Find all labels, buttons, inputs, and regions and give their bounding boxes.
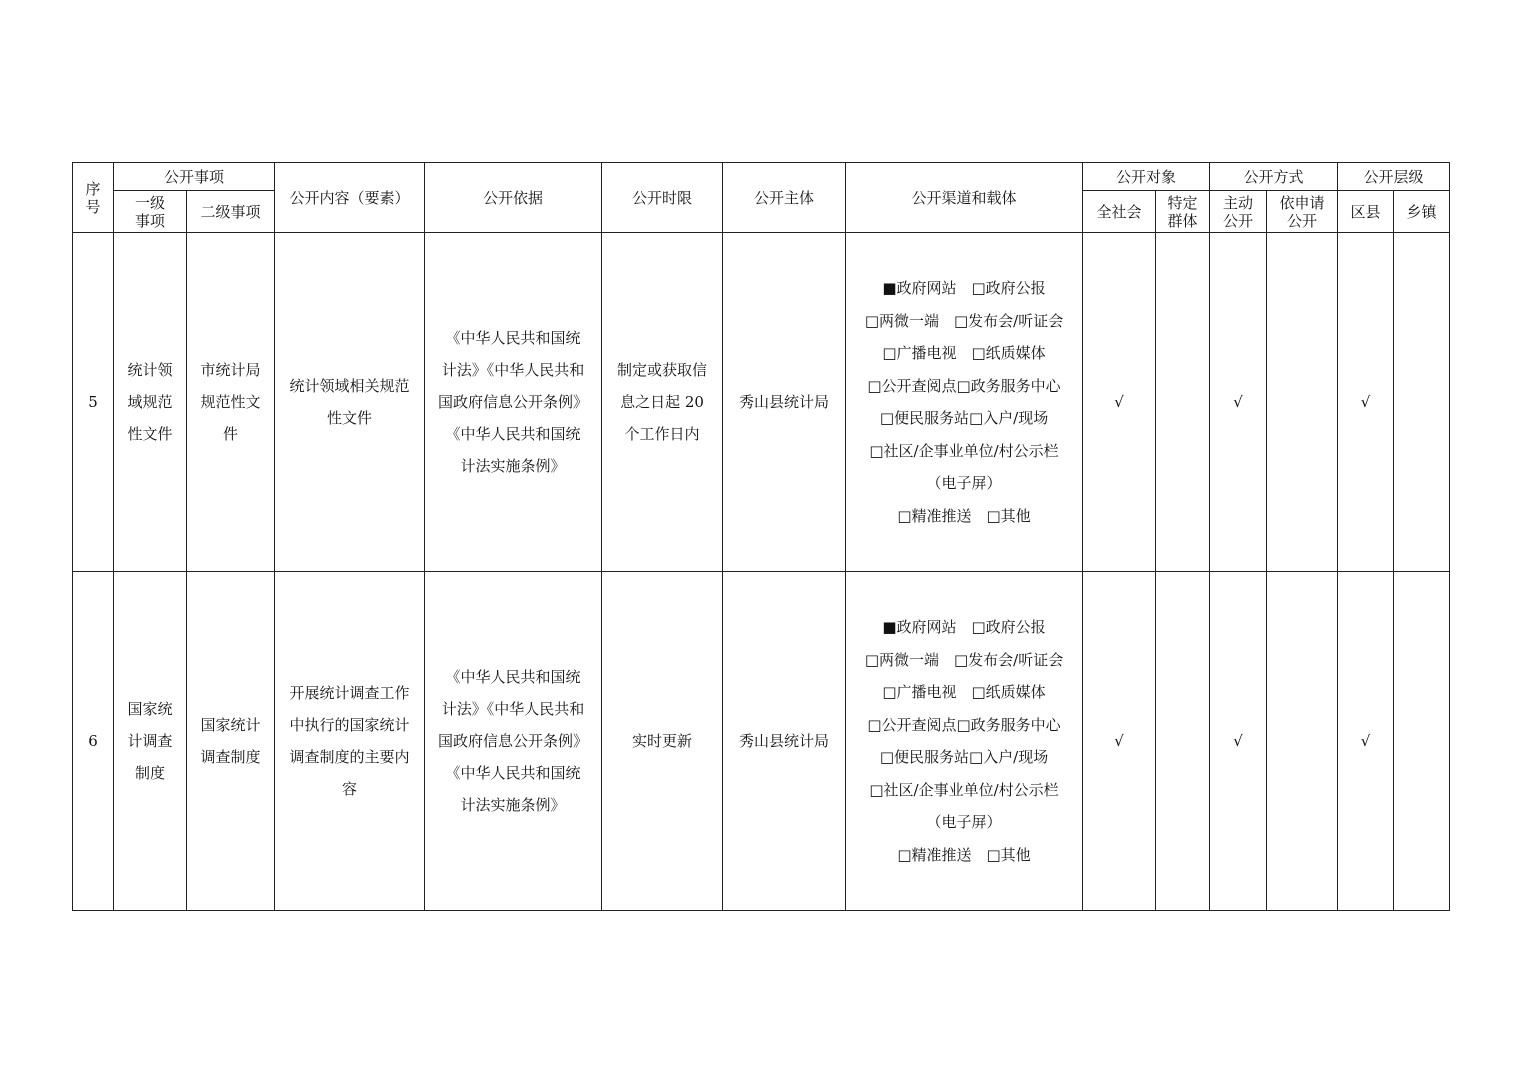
header-seq-label: 序 号 [85, 179, 101, 216]
row-time-limit [602, 233, 723, 572]
channel-option: □广播电视 □纸质媒体 [882, 344, 1046, 362]
row-subject: 秀山县统计局 [723, 572, 846, 911]
row-audience-all-check: √ [1083, 572, 1156, 911]
row-content-line: 调查制度的主要内 [289, 748, 410, 766]
row-time-limit-line: 个工作日内 [624, 425, 700, 443]
header-label: 依申请 公开 [1279, 193, 1325, 230]
header-level2: 二级事项 [187, 191, 275, 233]
header-audience-all: 全社会 [1083, 191, 1156, 233]
row-level1 [114, 572, 187, 911]
header-subject: 公开主体 [723, 163, 846, 233]
row-level1-line: 计调查 [127, 732, 173, 750]
header-audience-specific [1156, 191, 1210, 233]
row-content-line: 中执行的国家统计 [289, 716, 410, 734]
row-level2 [187, 233, 275, 572]
row-channels [846, 233, 1083, 572]
row-level1-line: 域规范 [127, 393, 173, 411]
channel-option: □社区/企事业单位/村公示栏 [869, 780, 1059, 799]
row-basis-line: 计法》《中华人民共和 [441, 361, 585, 379]
row-method-active-check: √ [1210, 572, 1267, 911]
channel-option: □两微一端 □发布会/听证会 [864, 650, 1064, 669]
disclosure-table [72, 162, 1450, 911]
row-level-town-check [1394, 233, 1450, 572]
channel-option: □精准推送 □其他 [897, 506, 1031, 525]
row-basis [425, 233, 602, 572]
row-subject: 秀山县统计局 [723, 233, 846, 572]
row-level2-line: 国家统计 [200, 716, 261, 734]
row-level-town-check [1394, 572, 1450, 911]
row-level1-line: 统计领 [127, 361, 173, 379]
row-basis-line: 《中华人民共和国统 [445, 764, 581, 782]
row-basis-line: 国政府信息公开条例》 [438, 393, 589, 411]
row-content-line: 容 [342, 780, 358, 798]
channel-option: □社区/企事业单位/村公示栏 [869, 441, 1059, 460]
row-content-line: 性文件 [327, 409, 373, 427]
row-basis-line: 国政府信息公开条例》 [438, 732, 589, 750]
row-time-limit-line: 息之日起 20 [620, 393, 704, 411]
row-seq: 5 [73, 233, 114, 572]
header-label: 特定 群体 [1167, 193, 1198, 230]
row-audience-specific-check [1156, 233, 1210, 572]
row-content [275, 572, 425, 911]
table-body [73, 233, 1450, 911]
row-level2-line: 件 [223, 425, 239, 443]
header-time-limit: 公开时限 [602, 163, 723, 233]
header-content: 公开内容（要素） [275, 163, 425, 233]
channel-option: □便民服务站□入户/现场 [879, 748, 1049, 766]
header-method-active [1210, 191, 1267, 233]
header-items-group: 公开事项 [114, 163, 275, 191]
header-row-top [73, 163, 1450, 191]
channel-option: （电子屏） [926, 474, 1002, 492]
row-method-request-check [1267, 233, 1338, 572]
row-basis-line: 《中华人民共和国统 [445, 668, 581, 686]
table-row [73, 233, 1450, 572]
channel-option: □两微一端 □发布会/听证会 [864, 311, 1064, 330]
channel-option: ■政府网站 □政府公报 [882, 618, 1046, 636]
row-level2-line: 市统计局 [200, 361, 261, 379]
header-channels: 公开渠道和载体 [846, 163, 1083, 233]
channel-option: □便民服务站□入户/现场 [879, 409, 1049, 427]
row-level2 [187, 572, 275, 911]
row-level-county-check: √ [1338, 572, 1394, 911]
row-level-county-check: √ [1338, 233, 1394, 572]
row-channels [846, 572, 1083, 911]
row-audience-all-check: √ [1083, 233, 1156, 572]
row-level1-line: 国家统 [127, 700, 173, 718]
header-level-town: 乡镇 [1394, 191, 1450, 233]
header-level-county: 区县 [1338, 191, 1394, 233]
row-basis-line: 计法实施条例》 [460, 796, 566, 814]
row-content-line: 统计领域相关规范 [289, 377, 410, 395]
row-level1-line: 性文件 [127, 425, 173, 443]
row-basis [425, 572, 602, 911]
header-audience-group: 公开对象 [1083, 163, 1210, 191]
row-basis-line: 《中华人民共和国统 [445, 329, 581, 347]
channel-option: □广播电视 □纸质媒体 [882, 683, 1046, 701]
row-content-line: 开展统计调查工作 [289, 684, 410, 702]
row-level2-line: 调查制度 [200, 748, 261, 766]
row-basis-line: 《中华人民共和国统 [445, 425, 581, 443]
row-level2-line: 规范性文 [200, 393, 261, 411]
row-audience-specific-check [1156, 572, 1210, 911]
header-basis: 公开依据 [425, 163, 602, 233]
row-basis-line: 计法实施条例》 [460, 457, 566, 475]
header-seq [73, 163, 114, 233]
channel-option: （电子屏） [926, 813, 1002, 831]
row-time-limit-line: 制定或获取信 [617, 361, 708, 379]
row-seq: 6 [73, 572, 114, 911]
row-level1 [114, 233, 187, 572]
header-method-group: 公开方式 [1210, 163, 1338, 191]
row-time-limit-line: 实时更新 [632, 732, 693, 750]
row-basis-line: 计法》《中华人民共和 [441, 700, 585, 718]
row-method-active-check: √ [1210, 233, 1267, 572]
row-time-limit [602, 572, 723, 911]
table-row [73, 572, 1450, 911]
row-content [275, 233, 425, 572]
header-label: 一级 事项 [134, 193, 165, 230]
document-page [72, 162, 1449, 911]
channel-option: □公开查阅点□政务服务中心 [867, 715, 1061, 734]
header-label: 主动 公开 [1223, 193, 1254, 230]
header-method-request [1267, 191, 1338, 233]
channel-option: □精准推送 □其他 [897, 845, 1031, 864]
channel-option: □公开查阅点□政务服务中心 [867, 376, 1061, 395]
header-level1 [114, 191, 187, 233]
header-level-group: 公开层级 [1338, 163, 1450, 191]
row-method-request-check [1267, 572, 1338, 911]
channel-option: ■政府网站 □政府公报 [882, 279, 1046, 297]
row-level1-line: 制度 [134, 764, 165, 782]
